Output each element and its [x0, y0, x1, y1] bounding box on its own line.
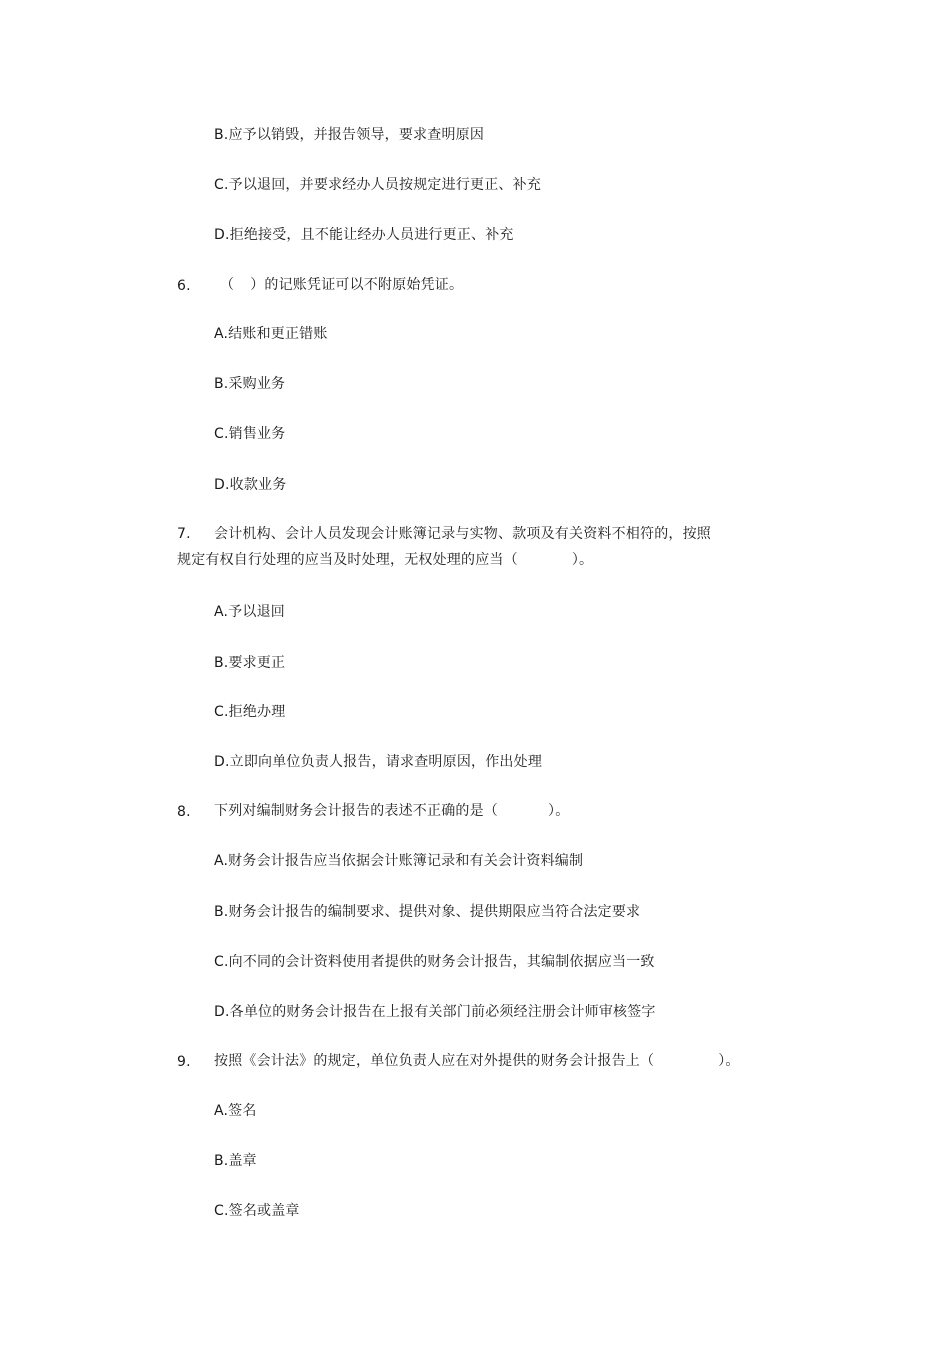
q7-option-c: C.拒绝办理 — [214, 704, 286, 720]
q8-stem-open: 下列对编制财务会计报告的表述不正确的是（ — [214, 803, 498, 819]
q7-stem-line2-close: ）。 — [571, 552, 594, 568]
q9-number: 9. — [177, 1054, 191, 1070]
q7-option-d: D.立即向单位负责人报告，请求查明原因，作出处理 — [214, 754, 543, 770]
q8-option-d: D.各单位的财务会计报告在上报有关部门前必须经注册会计师审核签字 — [214, 1004, 656, 1020]
q7-option-a: A.予以退回 — [214, 604, 285, 620]
q5-option-d: D.拒绝接受，且不能让经办人员进行更正、补充 — [214, 227, 514, 243]
q8-option-b: B.财务会计报告的编制要求、提供对象、提供期限应当符合法定要求 — [214, 904, 641, 920]
q8-stem-close: ）。 — [548, 803, 570, 819]
q7-stem-line2-open: 规定有权自行处理的应当及时处理，无权处理的应当（ — [177, 552, 518, 568]
q7-option-b: B.要求更正 — [214, 655, 286, 671]
q7-stem-line1: 会计机构、会计人员发现会计账簿记录与实物、款项及有关资料不相符的，按照 — [214, 526, 711, 542]
q9-option-b: B.盖章 — [214, 1153, 257, 1169]
q6-stem — [220, 276, 463, 294]
q9-stem-close: ）。 — [718, 1053, 740, 1069]
q6-number: 6. — [177, 278, 191, 294]
q8-stem — [214, 802, 569, 820]
q9-option-a: A.签名 — [214, 1103, 257, 1119]
q8-number: 8. — [177, 804, 191, 820]
q5-option-b: B.应予以销毁，并报告领导，要求查明原因 — [214, 127, 485, 143]
q6-option-a: A.结账和更正错账 — [214, 326, 328, 342]
q9-stem-open: 按照《会计法》的规定，单位负责人应在对外提供的财务会计报告上（ — [214, 1053, 655, 1069]
q7-number: 7. — [177, 526, 191, 542]
q6-option-c: C.销售业务 — [214, 426, 286, 442]
q9-stem — [214, 1052, 740, 1070]
q9-option-c: C.签名或盖章 — [214, 1203, 300, 1219]
q7-stem-line2 — [177, 551, 593, 569]
q6-stem-close: ）的记账凭证可以不附原始凭证。 — [250, 277, 464, 293]
q6-stem-open: （ — [220, 277, 235, 293]
q6-option-d: D.收款业务 — [214, 477, 287, 493]
q5-option-c: C.予以退回，并要求经办人员按规定进行更正、补充 — [214, 177, 542, 193]
q8-option-c: C.向不同的会计资料使用者提供的财务会计报告，其编制依据应当一致 — [214, 954, 655, 970]
q8-option-a: A.财务会计报告应当依据会计账簿记录和有关会计资料编制 — [214, 853, 584, 869]
q6-option-b: B.采购业务 — [214, 376, 286, 392]
